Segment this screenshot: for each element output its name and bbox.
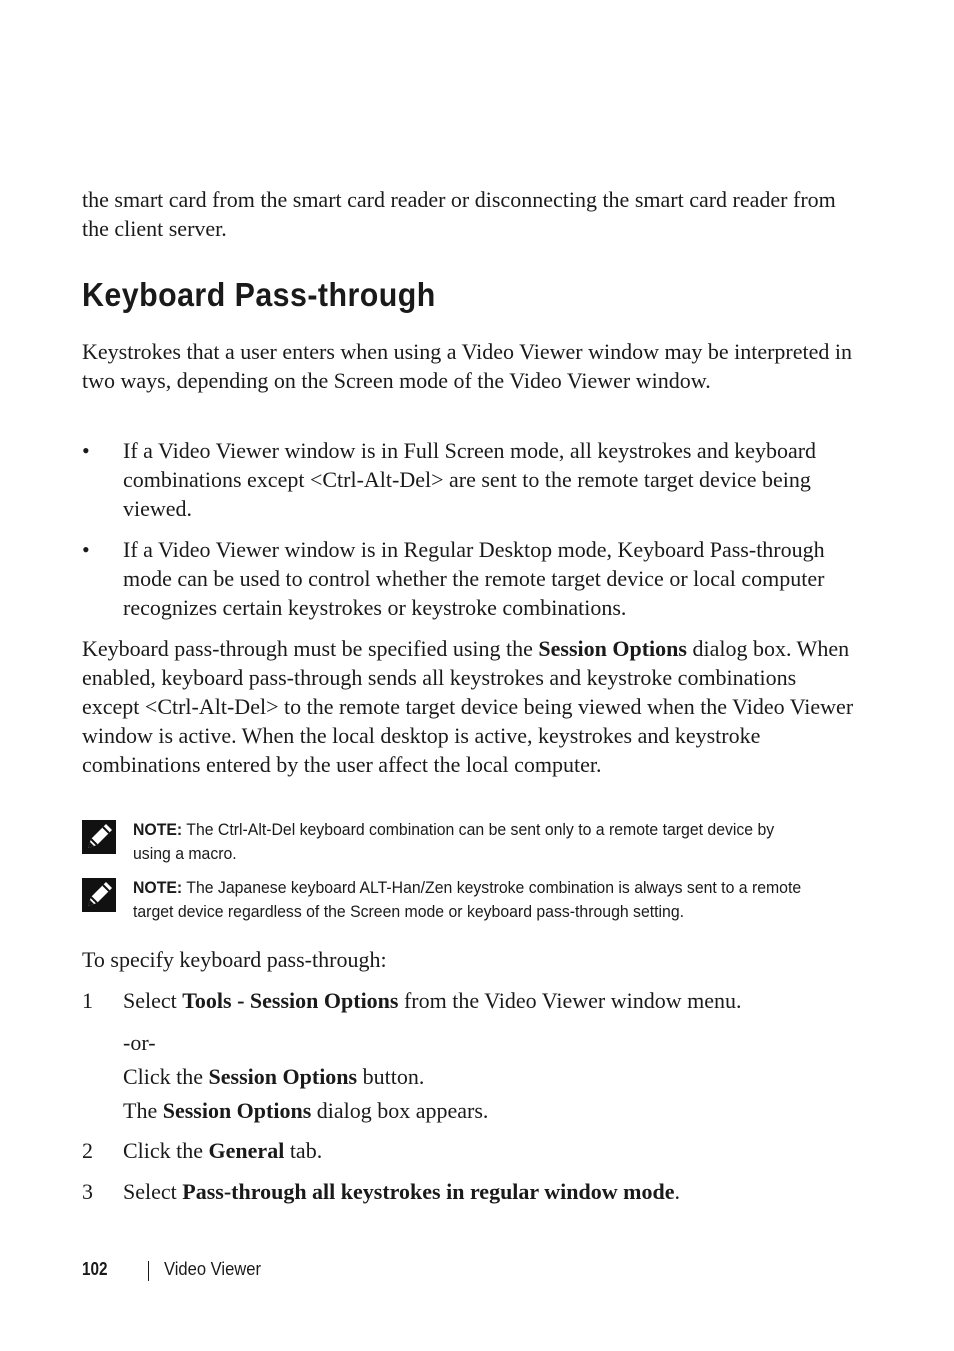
footer-divider (148, 1261, 149, 1281)
procedure-step-3 (82, 1177, 857, 1207)
step-text-part: button. (357, 1064, 425, 1089)
ui-term-session-options: Session Options (538, 636, 687, 661)
step-text (123, 1177, 857, 1206)
step-result-text (123, 1096, 857, 1125)
step-text-part: tab. (284, 1138, 323, 1163)
step-text-part: from the Video Viewer window menu. (398, 988, 742, 1013)
paragraph-text: Keyboard pass-through must be specified using the (82, 636, 539, 661)
note-box (82, 818, 857, 870)
note-text (133, 818, 806, 866)
note-box (82, 876, 857, 928)
page-number: 102 (82, 1259, 108, 1279)
procedure-step-2 (82, 1136, 857, 1166)
note-label: NOTE: (133, 878, 183, 897)
body-paragraph-1: Keystrokes that a user enters when using a Video Viewer window may be interpreted in two ways, depending on the Screen mode of the Video Viewer window. (82, 339, 852, 393)
bullet-item (82, 436, 857, 526)
ui-term-session-options-dialog: Session Options (162, 1098, 312, 1123)
ui-term-tools-session-options: Tools - Session Options (182, 988, 399, 1013)
procedure-intro: To specify keyboard pass-through: (82, 947, 387, 972)
bullet-mark: • (82, 438, 90, 463)
step-alt-text (123, 1062, 857, 1091)
body-paragraph-2 (82, 634, 857, 779)
step-text-part: Select (123, 1179, 183, 1204)
note-pencil-icon (82, 878, 116, 912)
ui-term-session-options-button: Session Options (208, 1064, 358, 1089)
ui-term-general-tab: General (208, 1138, 285, 1163)
intro-paragraph: the smart card from the smart card reader or disconnecting the smart card reader from the client server. (82, 187, 836, 241)
ui-term-pass-through-option: Pass-through all keystrokes in regular window mode (182, 1179, 675, 1204)
step-number: 2 (82, 1138, 93, 1163)
note-pencil-icon (82, 820, 116, 854)
step-text-part: dialog box appears. (311, 1098, 489, 1123)
step-text-part: . (674, 1179, 680, 1204)
step-number: 1 (82, 988, 93, 1013)
step-number: 3 (82, 1179, 93, 1204)
bullet-item (82, 535, 857, 625)
step-text (123, 986, 857, 1015)
step-text-part: The (123, 1098, 163, 1123)
section-heading: Keyboard Pass-through (82, 276, 436, 313)
step-text-part: Select (123, 988, 183, 1013)
step-or-text: -or- (123, 1030, 156, 1055)
note-body: The Japanese keyboard ALT-Han/Zen keystroke combination is always sent to a remote target device regardless of the Screen mode or keyboard pass-through setting. (133, 878, 802, 921)
procedure-step-1 (82, 986, 857, 1126)
step-text-part: Click the (123, 1138, 209, 1163)
note-body: The Ctrl-Alt-Del keyboard combination can be sent only to a remote target device by using a macro. (133, 820, 775, 863)
footer-section-title: Video Viewer (164, 1259, 261, 1279)
step-text-part: Click the (123, 1064, 209, 1089)
note-text (133, 876, 806, 924)
note-label: NOTE: (133, 820, 183, 839)
step-text (123, 1136, 857, 1165)
bullet-text: If a Video Viewer window is in Regular Desktop mode, Keyboard Pass-through mode can be used to control whether the remote target device or local computer recognizes certain keystrokes or keystroke combinations. (123, 537, 825, 620)
bullet-text: If a Video Viewer window is in Full Screen mode, all keystrokes and keyboard combinations except <Ctrl-Alt-Del> are sent to the remote target device being viewed. (123, 438, 817, 521)
paragraph-text: dialog box. When enabled, keyboard pass-through sends all keystrokes and keystroke combinations except <Ctrl-Alt-Del> to the remote target device being viewed when the Video Viewer window is active. When the local desktop is active, keystrokes and keystroke combinations entered by the user affect the local computer. (82, 636, 854, 777)
bullet-mark: • (82, 537, 90, 562)
